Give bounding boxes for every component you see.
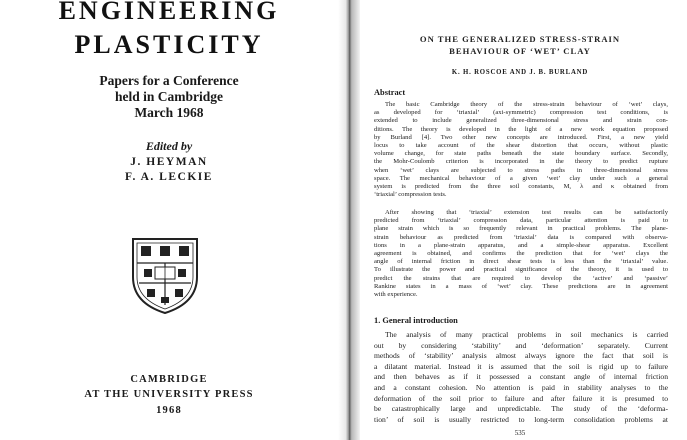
- article-page: [360, 0, 687, 440]
- text-line: angle of internal friction in direct shear tests is less than the ‘triaxial’ value.: [374, 258, 668, 266]
- text-line: agreement is obtained, and confirms the prediction that for ‘wet’ clays the: [374, 249, 668, 257]
- text-line: volume change, for state paths beneath the state boundary surface. Secondly,: [374, 150, 668, 158]
- text-line: locus to take account of the shear distortion that occurs, without plastic: [374, 141, 668, 149]
- edited-by-label: Edited by: [145, 139, 193, 153]
- page-number: 535: [514, 429, 526, 437]
- text-line: plane strain which is so frequently relevant in practical problems. The plane-: [374, 225, 668, 233]
- text-line: space. The mechanical behaviour of a given ‘wet’ clay under such a general: [374, 174, 668, 182]
- introduction-paragraph: [374, 330, 668, 425]
- text-line: Rankine states in a mass of ‘wet’ clay. These predictions are in agreement: [374, 282, 668, 290]
- text-line: predict the strains that are required to develop the ‘active’ and ‘passive’: [374, 274, 668, 282]
- text-line: by Burland [4]. Two other new concepts are introduced. First, a new yield: [374, 133, 668, 141]
- text-line: extended to include generalized three-dimensional stress and strain con-: [374, 117, 668, 125]
- text-line: predicted from ‘triaxial’ compression data, particular attention is paid to: [374, 217, 668, 225]
- text-line: tions in a plane-strain apparatus, and a simple-shear apparatus. Excellent: [374, 241, 668, 249]
- text-line: the Mohr-Coulomb criterion is incorporated in the theory to predict rupture: [374, 158, 668, 166]
- editor-1: J. HEYMAN: [130, 156, 208, 168]
- text-line: The analysis of many practical problems in soil mechanics is carried: [385, 330, 668, 339]
- title-page: [0, 0, 338, 440]
- text-line: The basic Cambridge theory of the stress-strain behaviour of ‘wet’ clays,: [385, 101, 668, 108]
- subtitle-line-3: March 1968: [134, 105, 204, 120]
- book-title-line-1: ENGINEERING: [58, 0, 280, 25]
- article-title-line-2: BEHAVIOUR OF ‘WET’ CLAY: [449, 46, 591, 56]
- text-line: a dilatant material. Instead it is assumed that the soil is rigid up to failure: [374, 361, 668, 371]
- text-line: with experience.: [374, 290, 418, 298]
- text-line: as developed for ‘triaxial’ (axi-symmetric) compression test conditions, is: [374, 109, 668, 117]
- text-line: and then behaves as if it possessed a constant angle of internal friction: [374, 372, 668, 382]
- book-title-line-2: PLASTICITY: [74, 30, 264, 59]
- text-line: strain behaviour as predicted from ‘triaxial’ data is compared with observa-: [374, 233, 668, 241]
- text-line: when ‘wet’ clays are subjected to stress paths in three-dimensional stress: [374, 166, 668, 174]
- publisher-line-2: AT THE UNIVERSITY PRESS: [84, 389, 254, 400]
- text-line: be catastrophically large and unpredictable. The study of the ‘deforma-: [374, 404, 668, 414]
- publisher-line-1: CAMBRIDGE: [130, 374, 208, 385]
- text-line: ‘triaxial’ compression tests.: [374, 191, 447, 199]
- editor-2: F. A. LECKIE: [125, 171, 213, 183]
- subtitle-line-1: Papers for a Conference: [99, 73, 239, 88]
- text-line: To illustrate the power and practical significance of the theory, it is used to: [374, 266, 668, 274]
- article-authors: K. H. ROSCOE AND J. B. BURLAND: [451, 69, 589, 76]
- article-title-line-1: ON THE GENERALIZED STRESS-STRAIN: [419, 34, 621, 44]
- section-heading: 1. General introduction: [374, 316, 458, 325]
- university-crest-icon: [131, 237, 199, 315]
- abstract-paragraph-1: [374, 101, 668, 199]
- text-line: tion’ of soil is usually restricted to long-term consolidation problems at: [374, 414, 668, 424]
- text-line: deformation of the soil prior to failure and after failure it is presumed to: [374, 393, 668, 403]
- text-line: and a constant cohesion. No attention is paid in stability analyses to the: [374, 382, 668, 392]
- book-gutter: [338, 0, 360, 440]
- text-line: system is predicted from the three soil constants, M, λ and κ obtained from: [374, 182, 668, 190]
- text-line: ditions. The theory is developed in the light of a new work equation proposed: [374, 125, 668, 133]
- abstract-heading: Abstract: [374, 88, 406, 97]
- subtitle-line-2: held in Cambridge: [114, 89, 223, 104]
- publication-year: 1968: [156, 405, 182, 416]
- text-line: methods of ‘stability’ analysis almost always ignore the fact that soil is: [374, 351, 668, 361]
- text-line: out by considering ‘stability’ and ‘deformation’ separately. Current: [374, 340, 668, 350]
- text-line: After showing that ‘triaxial’ extension test results can be satisfactorily: [385, 209, 668, 216]
- abstract-paragraph-2: [374, 209, 668, 299]
